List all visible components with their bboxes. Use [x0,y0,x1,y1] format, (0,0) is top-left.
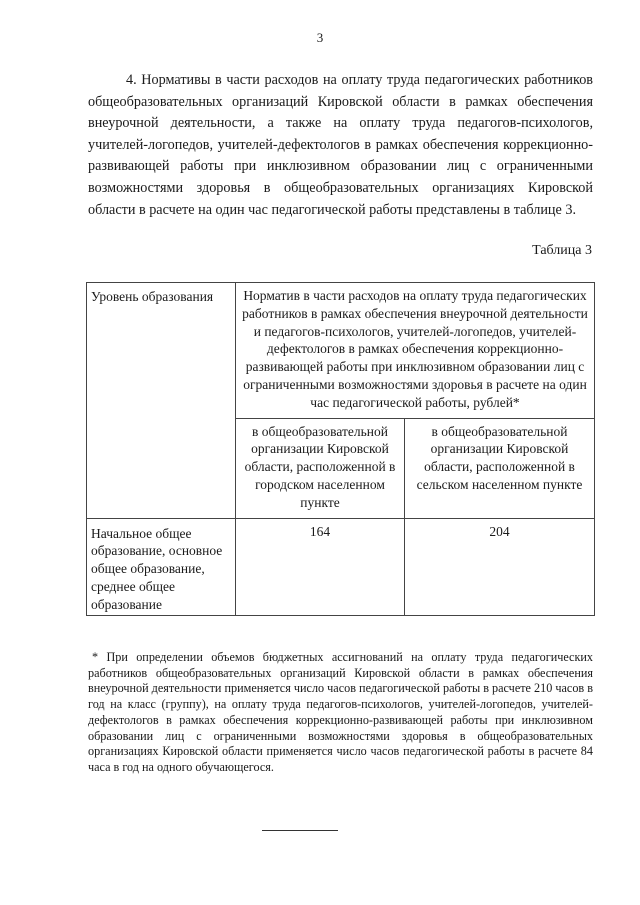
education-level-cell: Начальное общее образование, основное общее образование, среднее общее образование [87,518,236,615]
subheader-urban-cell: в общеобразовательной организации Кировской области, расположенной в городском населенном пункте [236,418,405,518]
subheader-rural-cell: в общеобразовательной организации Кировской области, расположенной в сельском населенном пункте [405,418,595,518]
urban-value-cell: 164 [236,518,405,615]
end-divider [262,830,338,831]
table-header-row [87,283,595,419]
norms-table [86,282,595,616]
table-row [87,518,595,615]
intro-paragraph: 4. Нормативы в части расходов на оплату труда педагогических работников общеобразовательных организаций Кировской области в рамках обеспечения внеурочной деятельности, а также на оплату труда педагогов-психологов, учителей-логопедов, учителей-дефектологов в рамках обеспечения коррекционно-развивающей работы при инклюзивном образовании лиц с ограниченными возможностями здоровья в общеобразовательных организациях Кировской области в расчете на один час педагогической работы представлены в таблице 3. [88,72,593,218]
table-label: Таблица 3 [532,243,592,258]
header-norm-cell: Норматив в части расходов на оплату труда педагогических работников в рамках обеспечения внеурочной деятельности и педагогов-психологов, учителей-логопедов, учителей-дефектологов в рамках обеспечения коррекционно-развивающей работы при инклюзивном образовании лиц с ограниченными возможностями здоровья в расчете на один час педагогической работы, рублей* [236,283,595,419]
page-number: 3 [316,30,324,45]
header-level-cell: Уровень образования [87,283,236,519]
rural-value-cell: 204 [405,518,595,615]
footnote: * При определении объемов бюджетных ассигнований на оплату труда педагогических работников общеобразовательных организаций Кировской области в рамках обеспечения внеурочной деятельности применяется число часов педагогической работы в расчете 210 часов в год на класс (группу), на оплату труда педагогов-психологов, учителей-логопедов, учителей-дефектологов в рамках обеспечения коррекционно-развивающей работы при инклюзивном образовании лиц с ограниченными возможностями здоровья в общеобразовательных организациях Кировской области применяется число часов педагогической работы в расчете 84 часа в год на одного обучающегося. [88,650,593,774]
